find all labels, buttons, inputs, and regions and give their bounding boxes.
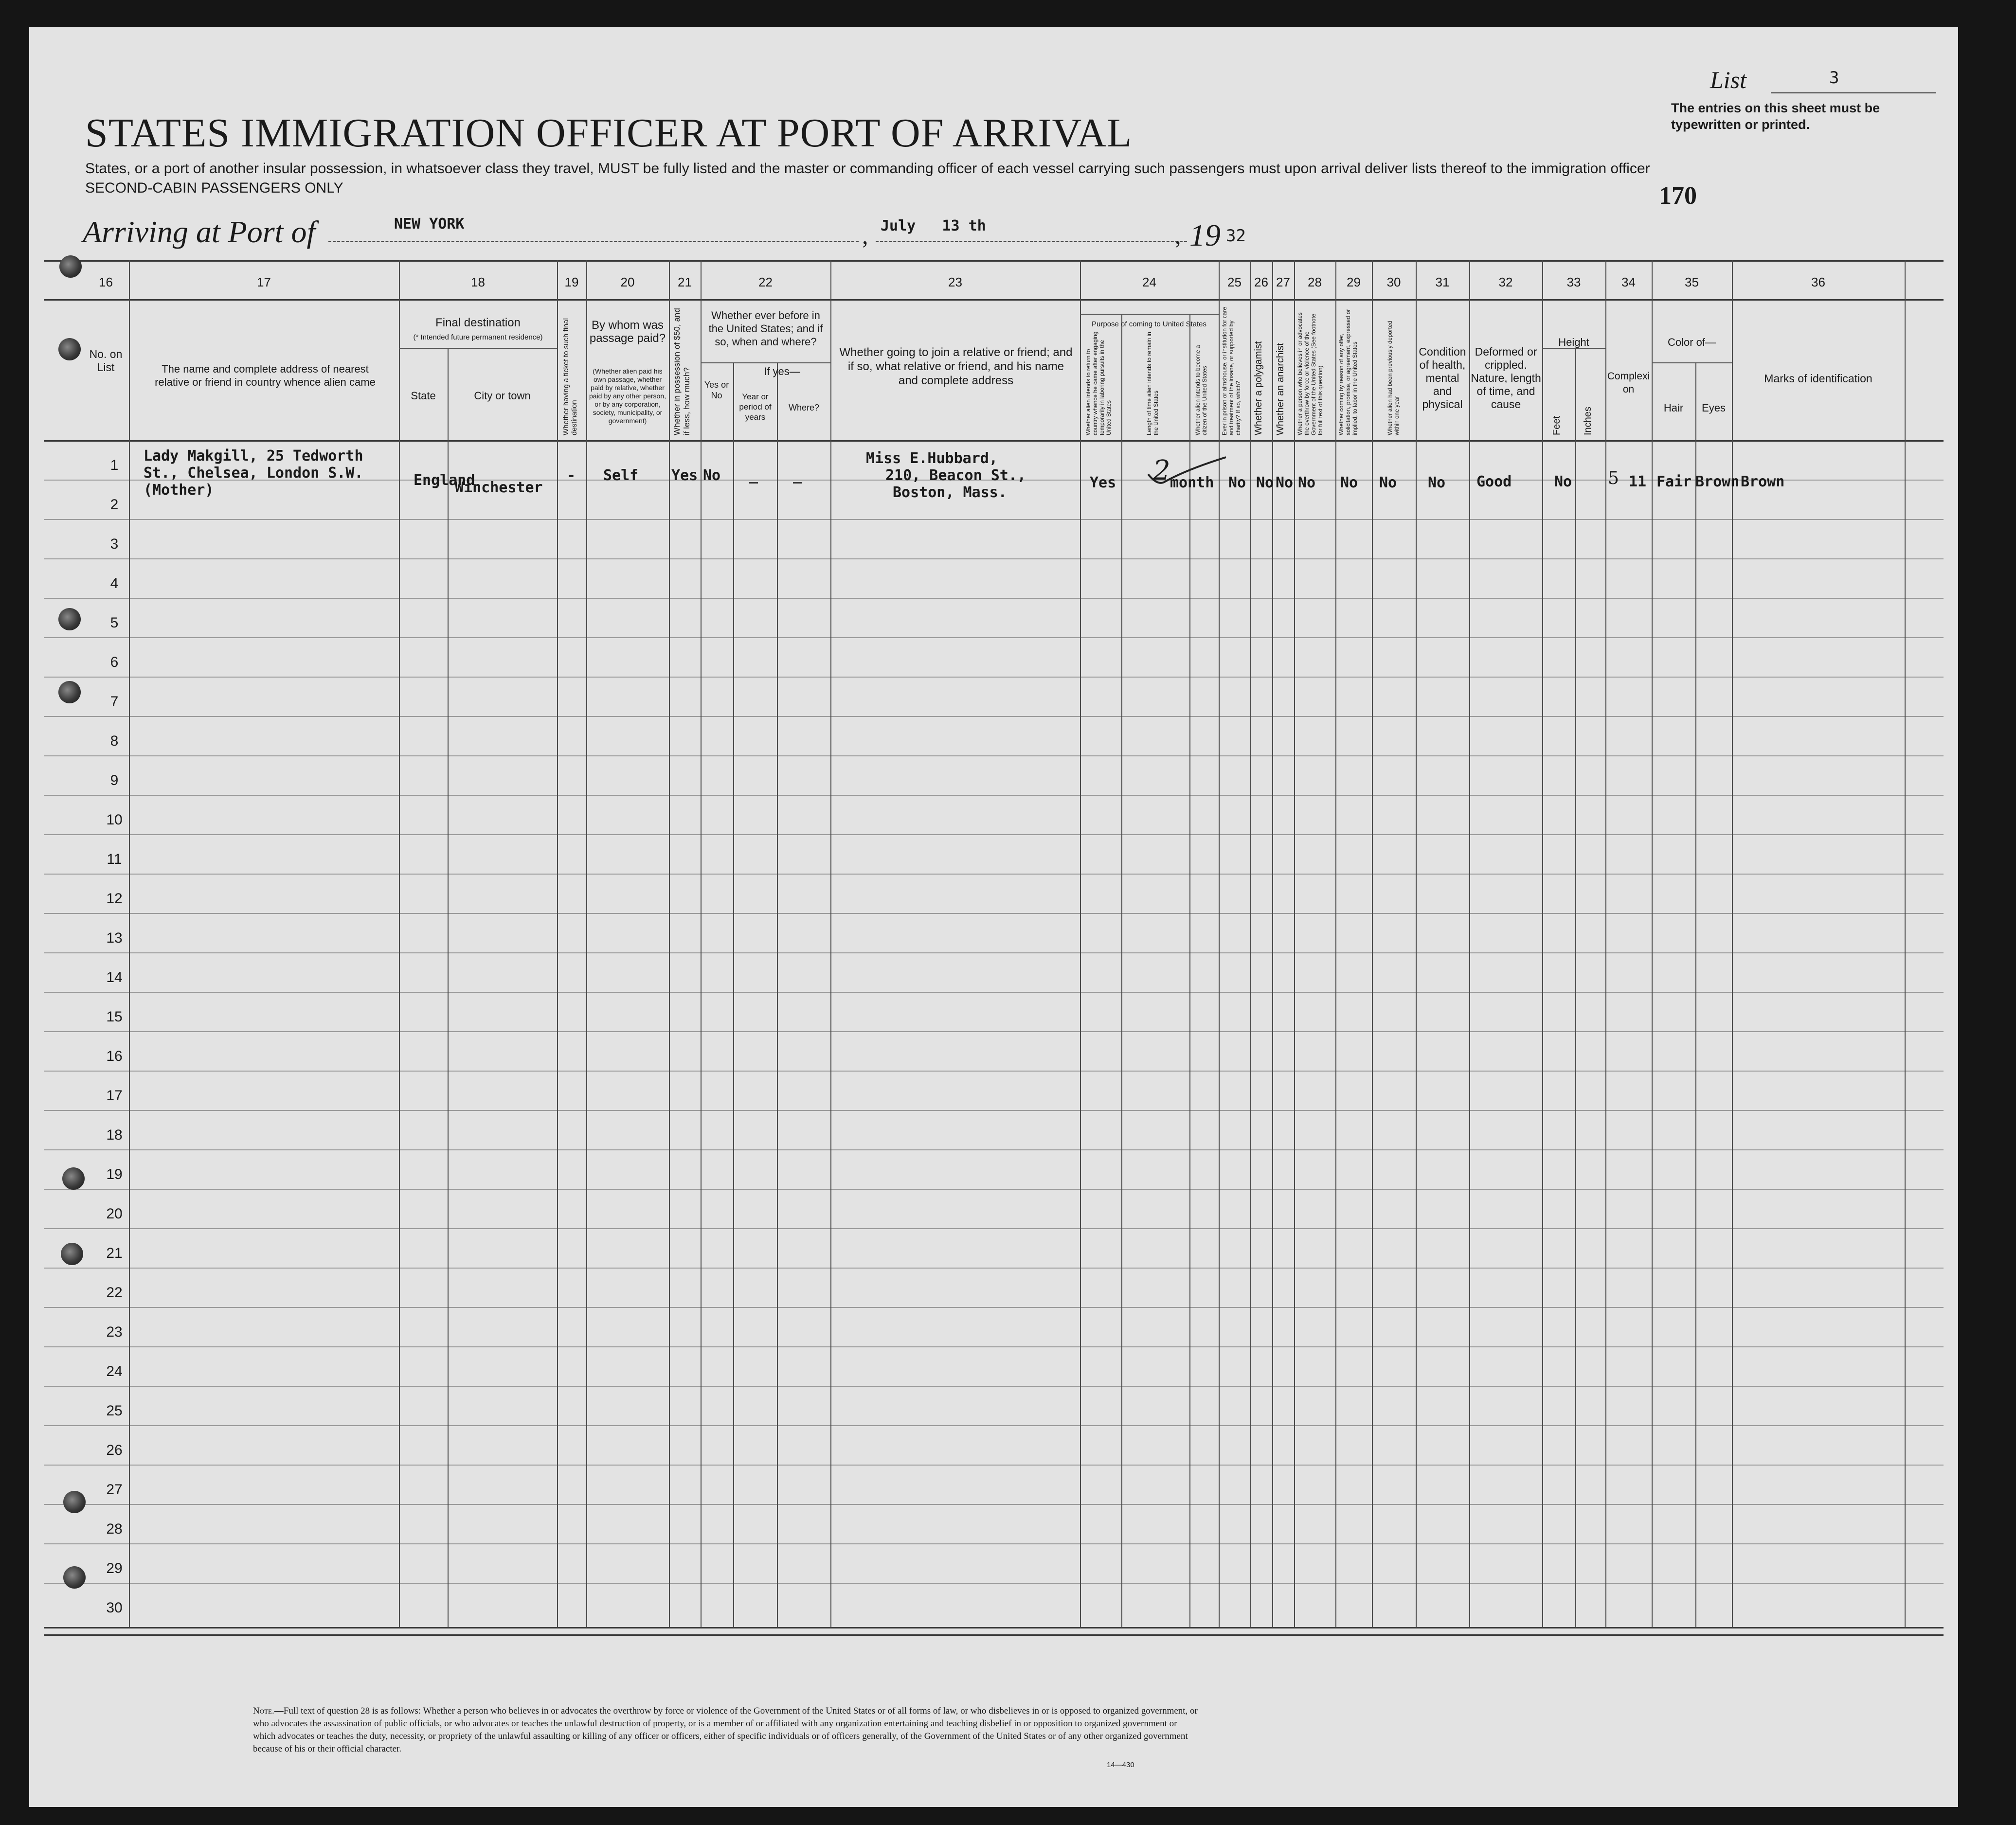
col-number: 19 [564,275,579,289]
header-join-relative: Whether going to join a relative or friend; and if so, what relative or friend, and his name and complete address [839,346,1073,387]
col-number: 21 [678,275,692,289]
polygamist-value: No [1276,474,1294,491]
binder-hole [59,255,82,278]
footnote [253,1705,1202,1755]
relative-line-3: (Mother) [144,482,214,499]
list-underline [1771,92,1936,93]
row-number: 29 [106,1560,123,1576]
row-number: 24 [106,1363,123,1379]
header-anarchist: Whether an anarchist [1275,342,1286,435]
vline [557,260,558,1627]
header-ever-before: Whether ever before in the United States; and if so, when and where? [708,309,823,348]
row-number: 15 [106,1009,123,1025]
col-number: 24 [1142,275,1156,289]
header-city: City or town [474,390,531,402]
vline [1542,260,1543,1627]
col-number: 20 [620,275,635,289]
row-rule [44,637,1944,638]
purpose-sub-rule [1080,314,1219,315]
header-complexion: Complexion [1607,371,1650,395]
row-number: 27 [106,1482,123,1498]
row-rule [44,1425,1944,1426]
header-eyes: Eyes [1702,402,1726,414]
vline [1575,348,1576,1627]
fifty-dollars-value: Yes [671,467,698,484]
vline [1335,260,1336,1627]
table-top-rule [44,260,1944,262]
header-color-of: Color of— [1667,336,1716,348]
col-number: 28 [1308,275,1322,289]
ticket-value: - [567,467,576,484]
row-rule [44,795,1944,796]
port-value: NEW YORK [394,215,465,233]
prev-sub-rule [701,362,830,363]
header-return-intent: Whether alien intends to return to country whence he came after engaging temporarily in laboring pursuits in the United States [1085,331,1112,435]
header-q28: Whether a person who believes in or advocates the overthrow by force or violence of the Government of the United States (See footnote for full text of this question) [1296,312,1324,435]
vline [1080,260,1081,1627]
row-rule [44,1149,1944,1150]
inches-value: 11 [1629,473,1647,490]
row-rule [44,1504,1944,1505]
header-deported: Whether alien had been previously deported within one year [1386,321,1400,435]
port-fill-line [328,241,859,242]
row-rule [44,1465,1944,1466]
header-final-destination-note: (* Intended future permanent residence) [413,333,543,341]
col-number: 25 [1227,275,1242,289]
col-number: 26 [1254,275,1268,289]
comma-2: , [1175,222,1181,249]
vline [733,362,734,1627]
header-feet: Feet [1551,415,1562,435]
col-number: 23 [948,275,962,289]
row-number: 4 [110,575,119,591]
column-number-rule [44,299,1944,301]
header-q29: Whether coming by reason of any offer, solicitation, promise, or agreement, expressed or implied, to labor in the United States [1338,309,1358,435]
row-rule [44,1031,1944,1032]
col-number: 27 [1276,275,1290,289]
binder-hole [62,1167,85,1190]
col-number: 34 [1621,275,1636,289]
eyes-value: Brown [1741,473,1785,490]
row-rule [44,1110,1944,1111]
row-rule [44,558,1944,559]
header-marks: Marks of identification [1764,372,1872,385]
vline [1469,260,1470,1627]
row-number: 22 [106,1285,123,1301]
row-rule [44,1228,1944,1229]
row-rule [44,1346,1944,1347]
row-rule [44,519,1944,520]
col-number: 29 [1347,275,1361,289]
vline [669,260,670,1627]
vline [1652,260,1653,1627]
dest-sub-rule [399,348,557,349]
header-state: State [411,390,436,402]
col-number: 31 [1435,275,1450,289]
header-deformed: Deformed or crippled. Nature, length of time, and cause [1471,345,1541,411]
form-number: 14—430 [1107,1761,1134,1769]
manifest-sheet [29,27,1958,1807]
hair-value: Brown [1695,473,1740,490]
table-bottom-rule [44,1627,1944,1628]
year-prefix: 19 [1189,218,1221,252]
header-bottom-rule [44,440,1944,442]
vline [830,260,831,1627]
header-if-yes: If yes— [764,365,800,377]
row-rule [44,874,1944,875]
year-period-value: _ [749,467,758,484]
join-line-1: Miss E.Hubbard, [866,450,998,467]
health-value: Good [1476,473,1512,490]
vline [701,260,702,1627]
row-number: 19 [106,1166,123,1182]
header-yes-or-no: Yes or No [704,380,729,400]
vline [1905,260,1906,1627]
row-rule [44,716,1944,717]
vline [448,348,449,1627]
destination-city: Winchester [455,479,543,496]
header-height: Height [1558,336,1589,348]
row-rule [44,1583,1944,1584]
header-passage-paid-note: (Whether alien paid his own passage, whether paid by relative, whether paid by any other person, or by any corporation, society, municipality, or government) [589,367,666,425]
class-line: SECOND-CABIN PASSENGERS ONLY [85,180,343,196]
binder-hole [58,608,81,630]
row-rule [44,1071,1944,1072]
list-label: List [1710,66,1747,93]
row-rule [44,992,1944,993]
header-hair: Hair [1663,402,1684,414]
row-number: 28 [106,1521,123,1537]
q29-value: No [1379,474,1397,491]
binder-hole [63,1491,86,1513]
col-number: 16 [99,275,113,289]
vline [1189,314,1190,1627]
list-number: 3 [1829,68,1839,88]
header-final-destination: Final destination [435,316,521,329]
header-no-on-list: No. on List [89,348,123,374]
row-number: 23 [106,1324,123,1340]
binder-hole [63,1566,86,1589]
instruction-text: States, or a port of another insular possession, in whatsoever class they travel, MUST be fully listed and the master or commanding officer of each vessel carrying such passengers must upon arrival deliver lists thereof to the immigration officer [85,161,1650,177]
page-title: STATES IMMIGRATION OFFICER AT PORT OF ARRIVAL [85,110,1133,156]
row-number: 13 [106,930,123,946]
complexion-value: Fair [1656,473,1692,490]
length-unit-value: month [1170,474,1214,491]
col-number: 36 [1811,275,1825,289]
vline [1695,362,1696,1627]
return-intent-value: Yes [1090,474,1116,491]
row-number: 6 [110,654,119,670]
row-rule [44,598,1944,599]
row-rule [44,1543,1944,1544]
row-number: 7 [110,694,119,710]
header-polygamist: Whether a polygamist [1253,341,1264,435]
row-number: 18 [106,1127,123,1143]
col-number: 35 [1685,275,1699,289]
vline [1121,314,1122,1627]
row-number: 2 [110,497,119,513]
deported-value: No [1428,474,1446,491]
row-rule [44,677,1944,678]
footnote-text: Full text of question 28 is as follows: Whether a person who believes in or advocates the overthrow by force or violence of the Government of the United States or of all forms of law, or who disbelieves in or is opposed to organized government, or who advocates the assassination of public officials, or who advocates or teaches the unlawful destruction of property, or is a member of or affiliated with any organization entertaining and teaching disbelief in or opposition to organized government or which advocates or teaches the duty, necessity, or propriety of the unlawful assaulting or killing of any officer or officers, either of specific individuals or of officers generally, of the Government of the United States or of any other organized government because of his or their official character. [253,1706,1198,1754]
row-number: 9 [110,772,119,788]
row-rule [44,1307,1944,1308]
row-number: 14 [106,969,123,985]
q28-value: No [1340,474,1358,491]
vline [1250,260,1251,1627]
entries-note: The entries on this sheet must be typewritten or printed. [1671,101,1880,132]
passage-paid-value: Self [603,467,639,484]
join-line-2: 210, Beacon St., [885,467,1026,484]
color-sub-rule [1652,362,1732,363]
date-fill-line [876,241,1187,242]
row-number: 20 [106,1206,123,1222]
row-number: 30 [106,1600,123,1616]
col-number: 30 [1386,275,1401,289]
arriving-label: Arriving at Port of [83,215,316,249]
deformed-value: No [1554,473,1572,490]
vline [1294,260,1295,1627]
vline [1372,260,1373,1627]
vline [1272,260,1273,1627]
vline [777,362,778,1627]
relative-line-2: St., Chelsea, London S.W. [144,465,363,482]
vline [1605,260,1606,1627]
header-prison: Ever in prison or almshouse, or institution for care and treatment of the insane, or supported by charity? If so, which? [1221,306,1242,435]
row-number: 11 [107,851,122,867]
ever-before-value: No [703,467,721,484]
binder-hole [61,1243,83,1265]
relative-line-1: Lady Makgill, 25 Tedworth [144,447,363,465]
page-number: 170 [1659,182,1697,210]
comma: , [862,222,868,249]
binder-hole [58,338,81,360]
row-number: 25 [106,1403,123,1419]
header-health: Condition of health, mental and physical [1419,345,1466,411]
col-number: 22 [758,275,773,289]
where-value: _ [793,467,802,484]
join-line-3: Boston, Mass. [893,484,1007,501]
header-year-period: Year or period of years [739,392,772,422]
row-number: 5 [110,615,119,631]
row-number: 1 [110,457,119,473]
header-where: Where? [788,403,820,412]
row-number: 8 [110,733,119,749]
year-suffix: 32 [1226,226,1246,246]
row-number: 3 [110,536,119,552]
header-citizen-intent: Whether alien intends to become a citizen of the United States [1194,345,1208,435]
vline [399,260,400,1627]
col-number: 18 [471,275,485,289]
row-number: 12 [106,891,123,907]
feet-value: 5 [1608,468,1619,488]
footnote-label: Note.— [253,1706,284,1716]
header-inches: Inches [1583,407,1593,435]
vline [1416,260,1417,1627]
row-rule [44,1386,1944,1387]
header-length-of-stay: Length of time alien intends to remain in the United States [1146,332,1159,435]
vline [586,260,587,1627]
table-bottom-rule-2 [44,1634,1944,1636]
length-handwritten: 2 [1153,455,1170,486]
header-ticket: Whether having a ticket to such final destination [562,318,578,435]
row-rule [44,913,1944,914]
prison-value: No [1256,474,1274,491]
row-number: 17 [106,1088,123,1104]
header-passage-paid: By whom was passage paid? [589,319,666,345]
vline [1732,260,1733,1627]
citizen-intent-value: No [1228,474,1246,491]
row-rule [44,1189,1944,1190]
row-rule [44,755,1944,756]
binder-hole [58,681,81,703]
header-relative-address: The name and complete address of nearest relative or friend in country whence alien came [155,363,376,388]
row-rule [44,1268,1944,1269]
col-number: 32 [1498,275,1513,289]
destination-state: England [414,472,475,489]
col-number: 17 [257,275,271,289]
row-rule [44,952,1944,953]
col-number: 33 [1566,275,1581,289]
row-number: 10 [106,812,123,828]
header-fifty-dollars: Whether in possession of $50, and if less, how much? [672,308,691,435]
header-purpose: Purpose of coming to United States [1092,320,1206,328]
row-number: 21 [106,1245,123,1261]
row-number: 26 [106,1442,123,1458]
row-number: 16 [106,1048,123,1064]
anarchist-value: No [1298,474,1316,491]
row-rule [44,834,1944,835]
date-value: July 13 th [881,217,986,234]
